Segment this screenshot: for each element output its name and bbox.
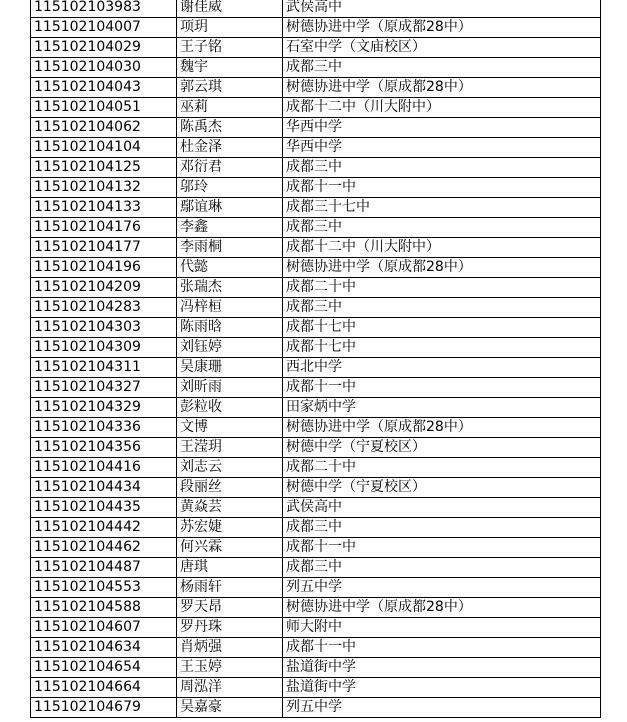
table-row (31, 598, 601, 618)
student-name-cell: 项玥 (177, 18, 283, 38)
table-row (31, 158, 601, 178)
student-name-cell: 邓衍君 (177, 158, 283, 178)
school-cell: 成都三中 (283, 58, 601, 78)
school-cell: 树德协进中学（原成都28中） (283, 78, 601, 98)
table-body (31, 0, 601, 718)
student-id-cell: 115102104283 (31, 298, 177, 318)
school-cell: 师大附中 (283, 618, 601, 638)
student-id-cell: 115102104634 (31, 638, 177, 658)
table-row (31, 238, 601, 258)
student-name-cell: 王玉婷 (177, 658, 283, 678)
table-row (31, 278, 601, 298)
student-id-cell: 115102104007 (31, 18, 177, 38)
student-id-cell: 115102104303 (31, 318, 177, 338)
table-row (31, 218, 601, 238)
student-id-cell: 115102104654 (31, 658, 177, 678)
school-cell: 成都二十中 (283, 278, 601, 298)
student-id-cell: 115102104679 (31, 698, 177, 718)
school-cell: 成都三中 (283, 298, 601, 318)
student-name-cell: 彭粒收 (177, 398, 283, 418)
school-cell: 成都十一中 (283, 638, 601, 658)
student-id-cell: 115102104462 (31, 538, 177, 558)
student-id-cell: 115102104336 (31, 418, 177, 438)
table-row (31, 518, 601, 538)
table-row (31, 338, 601, 358)
student-name-cell: 冯梓桓 (177, 298, 283, 318)
student-id-cell: 115102104588 (31, 598, 177, 618)
student-name-cell: 杨雨轩 (177, 578, 283, 598)
student-name-cell: 杜金泽 (177, 138, 283, 158)
school-cell: 成都三中 (283, 158, 601, 178)
student-name-cell: 张瑞杰 (177, 278, 283, 298)
student-id-cell: 115102104176 (31, 218, 177, 238)
table-row (31, 318, 601, 338)
student-name-cell: 巫莉 (177, 98, 283, 118)
school-cell: 树德中学（宁夏校区） (283, 478, 601, 498)
table-row (31, 38, 601, 58)
student-name-cell: 文博 (177, 418, 283, 438)
student-id-cell: 115102104329 (31, 398, 177, 418)
student-name-cell: 段丽丝 (177, 478, 283, 498)
school-cell: 武侯高中 (283, 0, 601, 18)
student-id-cell: 115102104664 (31, 678, 177, 698)
student-id-cell: 115102104311 (31, 358, 177, 378)
school-cell: 树德协进中学（原成都28中） (283, 598, 601, 618)
student-id-cell: 115102104309 (31, 338, 177, 358)
student-id-cell: 115102104196 (31, 258, 177, 278)
student-name-cell: 魏宇 (177, 58, 283, 78)
student-id-cell: 115102104435 (31, 498, 177, 518)
table-row (31, 438, 601, 458)
student-id-cell: 115102104062 (31, 118, 177, 138)
student-id-cell: 115102104327 (31, 378, 177, 398)
table-row (31, 178, 601, 198)
school-cell: 西北中学 (283, 358, 601, 378)
table-row (31, 678, 601, 698)
student-list-table (30, 0, 601, 718)
table-row (31, 18, 601, 38)
student-id-cell: 115102104442 (31, 518, 177, 538)
student-name-cell: 黄焱芸 (177, 498, 283, 518)
school-cell: 石室中学（文庙校区） (283, 38, 601, 58)
student-name-cell: 刘志云 (177, 458, 283, 478)
table-row (31, 138, 601, 158)
table-row (31, 98, 601, 118)
student-id-cell: 115102104104 (31, 138, 177, 158)
student-id-cell: 115102104177 (31, 238, 177, 258)
student-name-cell: 罗天昂 (177, 598, 283, 618)
student-name-cell: 刘昕雨 (177, 378, 283, 398)
school-cell: 树德协进中学（原成都28中） (283, 18, 601, 38)
school-cell: 田家炳中学 (283, 398, 601, 418)
student-id-cell: 115102104607 (31, 618, 177, 638)
school-cell: 成都十一中 (283, 378, 601, 398)
table-row (31, 418, 601, 438)
student-name-cell: 唐琪 (177, 558, 283, 578)
student-name-cell: 何兴霖 (177, 538, 283, 558)
school-cell: 华西中学 (283, 118, 601, 138)
school-cell: 盐道街中学 (283, 658, 601, 678)
student-name-cell: 苏宏婕 (177, 518, 283, 538)
student-name-cell: 吴嘉豪 (177, 698, 283, 718)
school-cell: 成都十一中 (283, 178, 601, 198)
student-name-cell: 陈雨晗 (177, 318, 283, 338)
table-row (31, 558, 601, 578)
school-cell: 盐道街中学 (283, 678, 601, 698)
student-id-cell: 115102104030 (31, 58, 177, 78)
student-name-cell: 鄢谊琳 (177, 198, 283, 218)
school-cell: 列五中学 (283, 698, 601, 718)
student-name-cell: 刘钰婷 (177, 338, 283, 358)
table-row (31, 58, 601, 78)
table-row (31, 398, 601, 418)
student-name-cell: 谢佳威 (177, 0, 283, 18)
student-name-cell: 李鑫 (177, 218, 283, 238)
student-name-cell: 罗丹珠 (177, 618, 283, 638)
table-row (31, 78, 601, 98)
school-cell: 成都三十七中 (283, 198, 601, 218)
student-id-cell: 115102104132 (31, 178, 177, 198)
school-cell: 成都十七中 (283, 338, 601, 358)
school-cell: 华西中学 (283, 138, 601, 158)
table-row (31, 0, 601, 18)
table-row (31, 578, 601, 598)
student-name-cell: 吴康珊 (177, 358, 283, 378)
student-id-cell: 115102103983 (31, 0, 177, 18)
student-name-cell: 李雨桐 (177, 238, 283, 258)
school-cell: 树德协进中学（原成都28中） (283, 258, 601, 278)
student-id-cell: 115102104209 (31, 278, 177, 298)
table-row (31, 198, 601, 218)
student-name-cell: 王滢玥 (177, 438, 283, 458)
school-cell: 树德中学（宁夏校区） (283, 438, 601, 458)
student-name-cell: 肖炳强 (177, 638, 283, 658)
table-row (31, 698, 601, 718)
student-name-cell: 王子铭 (177, 38, 283, 58)
table-row (31, 498, 601, 518)
school-cell: 成都十二中（川大附中） (283, 98, 601, 118)
table-row (31, 298, 601, 318)
table-row (31, 658, 601, 678)
school-cell: 成都三中 (283, 218, 601, 238)
student-id-cell: 115102104043 (31, 78, 177, 98)
student-id-cell: 115102104051 (31, 98, 177, 118)
table-row (31, 538, 601, 558)
student-id-cell: 115102104125 (31, 158, 177, 178)
student-id-cell: 115102104553 (31, 578, 177, 598)
table-row (31, 478, 601, 498)
table-row (31, 358, 601, 378)
table-row (31, 378, 601, 398)
school-cell: 成都十一中 (283, 538, 601, 558)
school-cell: 武侯高中 (283, 498, 601, 518)
student-name-cell: 代懿 (177, 258, 283, 278)
student-id-cell: 115102104029 (31, 38, 177, 58)
table-row (31, 638, 601, 658)
student-name-cell: 周泓洋 (177, 678, 283, 698)
student-id-cell: 115102104356 (31, 438, 177, 458)
table-row (31, 258, 601, 278)
student-name-cell: 邬玲 (177, 178, 283, 198)
school-cell: 树德协进中学（原成都28中） (283, 418, 601, 438)
student-id-cell: 115102104416 (31, 458, 177, 478)
student-name-cell: 郭云琪 (177, 78, 283, 98)
school-cell: 成都三中 (283, 558, 601, 578)
table-row (31, 618, 601, 638)
student-id-cell: 115102104133 (31, 198, 177, 218)
table-row (31, 458, 601, 478)
school-cell: 成都十二中（川大附中） (283, 238, 601, 258)
school-cell: 成都二十中 (283, 458, 601, 478)
school-cell: 成都十七中 (283, 318, 601, 338)
student-id-cell: 115102104434 (31, 478, 177, 498)
school-cell: 成都三中 (283, 518, 601, 538)
school-cell: 列五中学 (283, 578, 601, 598)
table-row (31, 118, 601, 138)
student-id-cell: 115102104487 (31, 558, 177, 578)
student-name-cell: 陈禹杰 (177, 118, 283, 138)
